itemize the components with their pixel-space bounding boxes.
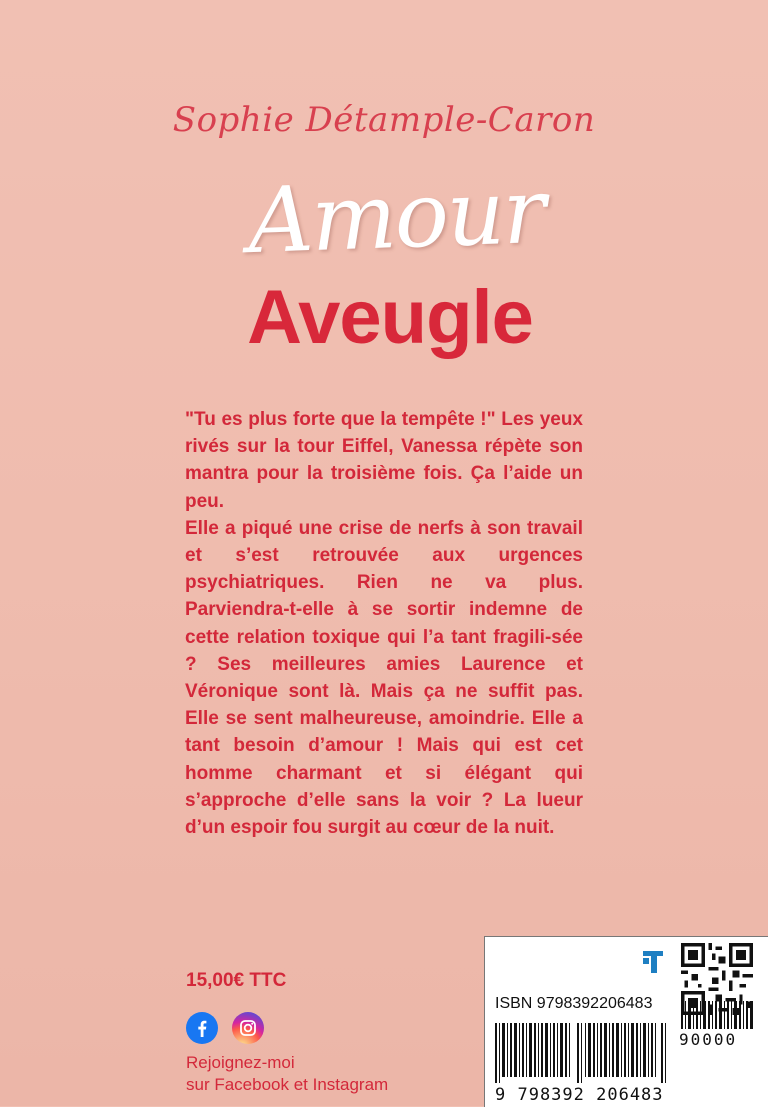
addon-digits: 90000: [679, 1030, 738, 1049]
blurb-paragraph: Elle a piqué une crise de nerfs à son travail et s’est retrouvée aux urgences psychiatriques. Rien ne va plus. Parviendra-t-elle à se sortir indemne de cette relation toxique qui l’a tant fragili-sée ? Ses meilleures amies Laurence et Véronique sont là. Mais ça ne suffit pas. Elle se sent malheureuse, amoindrie. Elle a tant besoin d’amour ! Mais qui est cet homme charmant et si élégant qui s’approche d’elle sans la voir ? La lueur d’un espoir fou surgit au cœur de la nuit.: [185, 517, 583, 839]
title-script: Amour: [246, 158, 546, 275]
blurb-paragraph: "Tu es plus forte que la tempête !" Les yeux rivés sur la tour Eiffel, Vanessa répète son mantra pour la troisième fois. Ça l’aide un peu.: [185, 409, 583, 512]
isbn-label: ISBN 9798392206483: [495, 995, 653, 1012]
barcode-label: [484, 936, 768, 1107]
addon-barcode: [679, 961, 759, 1029]
social-invite-line: sur Facebook et Instagram: [186, 1075, 389, 1094]
social-invite-line: Rejoignez-moi: [186, 1053, 295, 1072]
barcode-digits: 9 798392 206483: [495, 1085, 664, 1105]
instagram-icon[interactable]: [232, 1012, 264, 1044]
facebook-icon[interactable]: [186, 1012, 218, 1044]
social-invite: [186, 1052, 388, 1096]
isbn-barcode: [493, 1023, 669, 1083]
author-name: Sophie Détample-Caron: [172, 100, 596, 140]
social-icons: [186, 1012, 264, 1044]
blurb: [185, 406, 583, 841]
title-bold: Aveugle: [247, 275, 533, 360]
price: 15,00€ TTC: [186, 970, 287, 991]
publisher-logo: [641, 947, 665, 975]
